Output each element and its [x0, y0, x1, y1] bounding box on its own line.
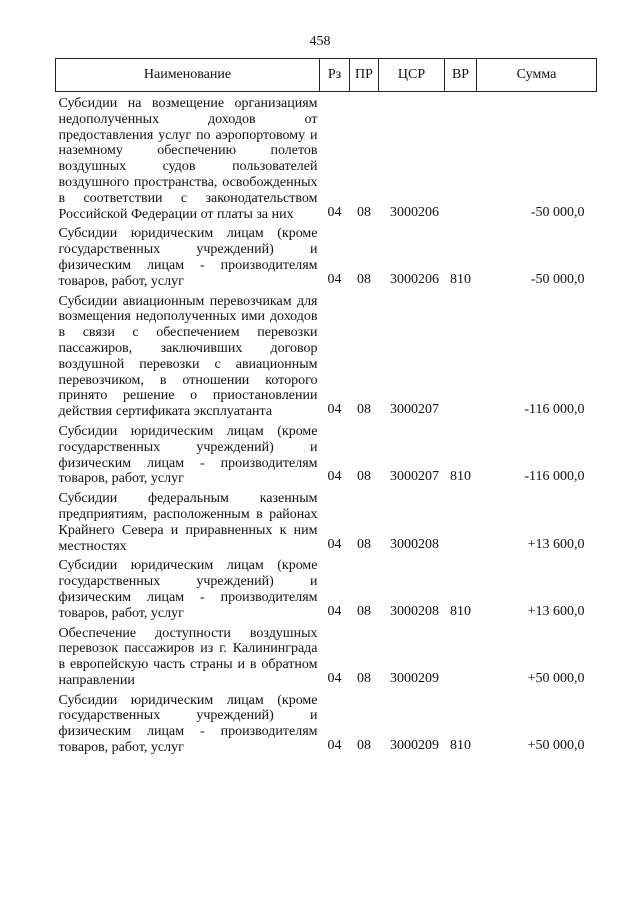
- header-name: Наименование: [56, 59, 320, 92]
- row-rz: 04: [327, 536, 342, 552]
- row-pr: 08: [357, 402, 371, 418]
- row-pr: 08: [357, 469, 371, 485]
- row-rz: 04: [327, 738, 342, 754]
- row-pr: 08: [357, 271, 371, 287]
- row-name: Субсидии на возмещение организациям недополученных доходов от предоставления услуг по аэропортовому и наземному обеспечению полетов воздушных судов пользователей воздушного пространства, освобожденных в соответствии с законодательством Российской Федерации от платы за них: [58, 96, 318, 222]
- row-rz: 04: [327, 271, 342, 287]
- row-vr: 810: [450, 271, 471, 287]
- row-rz: 04: [327, 469, 342, 485]
- row-name: Субсидии юридическим лицам (кроме государственных учреждений) и физическим лицам - производителям товаров, работ, услуг: [58, 423, 318, 487]
- row-vr: 810: [450, 469, 471, 485]
- row-pr: 08: [357, 670, 371, 686]
- row-sum: -50 000,0: [530, 204, 585, 220]
- header-sum: Сумма: [477, 59, 597, 92]
- row-name: Субсидии авиационным перевозчикам для возмещения недополученных ими доходов в связи с обеспечением перевозки пассажиров, заключивших договор воздушной перевозки с авиационным перевозчиком, в отношении которого принято решение о приостановлении действия сертификата эксплуатанта: [58, 293, 318, 420]
- table-row: [56, 487, 597, 554]
- table-row: [56, 554, 597, 621]
- budget-table: [55, 58, 597, 756]
- row-rz: 04: [327, 402, 342, 418]
- row-name: Субсидии юридическим лицам (кроме государственных учреждений) и физическим лицам - производителям товаров, работ, услуг: [58, 558, 318, 621]
- table-header-row: [56, 59, 597, 92]
- page-number: 458: [309, 34, 331, 49]
- table-row: [56, 92, 597, 223]
- row-csr: 3000206: [390, 204, 439, 220]
- table-row: [56, 420, 597, 487]
- header-csr: ЦСР: [379, 59, 445, 92]
- row-vr: [445, 92, 477, 223]
- table-row: [56, 290, 597, 420]
- row-sum: +50 000,0: [527, 670, 585, 686]
- row-pr: 08: [357, 738, 371, 754]
- row-csr: 3000209: [390, 738, 439, 754]
- row-sum: -116 000,0: [524, 402, 585, 418]
- row-vr: [445, 622, 477, 689]
- row-vr: 810: [450, 738, 471, 754]
- header-vr: ВР: [445, 59, 477, 92]
- row-vr: 810: [450, 603, 471, 619]
- row-name: Обеспечение доступности воздушных перевозок пассажиров из г. Калининграда в европейскую часть страны и в обратном направлении: [58, 625, 318, 688]
- table-row: [56, 689, 597, 756]
- row-csr: 3000207: [390, 402, 439, 418]
- header-rz: Рз: [320, 59, 350, 92]
- row-sum: +13 600,0: [527, 536, 585, 552]
- row-csr: 3000206: [390, 271, 439, 287]
- row-rz: 04: [327, 204, 342, 220]
- row-pr: 08: [357, 204, 371, 220]
- row-name: Субсидии федеральным казенным предприятиям, расположенным в районах Крайнего Севера и приравненных к ним местностях: [58, 491, 318, 554]
- row-pr: 08: [357, 536, 371, 552]
- table-row: [56, 622, 597, 689]
- row-sum: +13 600,0: [527, 603, 585, 619]
- row-pr: 08: [357, 603, 371, 619]
- row-sum: -50 000,0: [530, 271, 585, 287]
- row-rz: 04: [327, 670, 342, 686]
- header-pr: ПР: [350, 59, 379, 92]
- row-sum: +50 000,0: [527, 738, 585, 754]
- row-rz: 04: [327, 603, 342, 619]
- row-csr: 3000208: [390, 603, 439, 619]
- row-vr: [445, 290, 477, 420]
- row-csr: 3000207: [390, 469, 439, 485]
- row-csr: 3000209: [390, 670, 439, 686]
- row-name: Субсидии юридическим лицам (кроме государственных учреждений) и физическим лицам - производителям товаров, работ, услуг: [58, 226, 318, 289]
- table-row: [56, 222, 597, 289]
- row-csr: 3000208: [390, 536, 439, 552]
- row-sum: -116 000,0: [524, 469, 585, 485]
- row-name: Субсидии юридическим лицам (кроме государственных учреждений) и физическим лицам - производителям товаров, работ, услуг: [58, 692, 318, 756]
- row-vr: [445, 487, 477, 554]
